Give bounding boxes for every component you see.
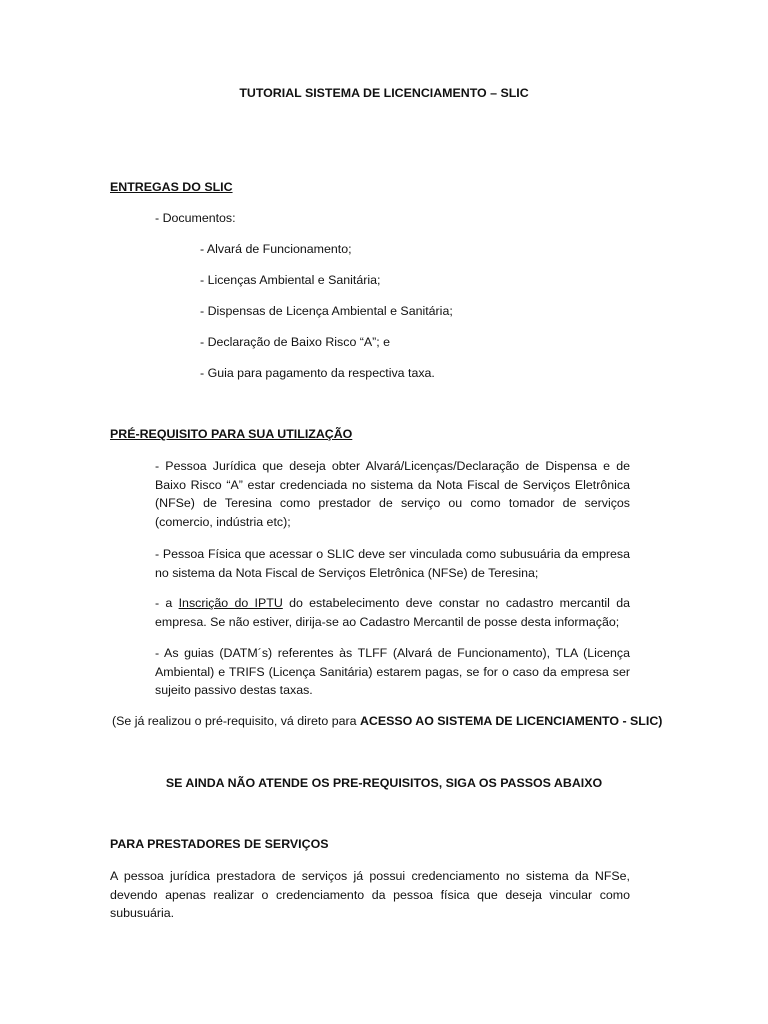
prestadores-heading: PARA PRESTADORES DE SERVIÇOS <box>110 837 329 851</box>
prestadores-text: A pessoa jurídica prestadora de serviços já possui credenciamento no sistema da NFSe, devendo apenas realizar o credenciamento da pessoa física que deseja vincular como subusuária. <box>110 869 630 921</box>
note-prefix: (Se já realizou o pré-requisito, vá direto para <box>112 714 360 728</box>
prerequisito-item <box>155 594 630 631</box>
document-title: TUTORIAL SISTEMA DE LICENCIAMENTO – SLIC <box>239 86 529 100</box>
documentos-label: - Documentos: <box>155 211 236 225</box>
prerequisito-item: - As guias (DATM´s) referentes às TLFF (Alvará de Funcionamento), TLA (Licença Ambiental) e TRIFS (Licença Sanitária) estarem pagas, se for o caso da empresa ser sujeito passivo destas taxas. <box>155 646 630 698</box>
prerequisito-item: - Pessoa Jurídica que deseja obter Alvará/Licenças/Declaração de Dispensa e de Baixo Risco “A” estar credenciada no sistema da Nota Fiscal de Serviços Eletrônica (NFSe) de Teresina como prestador de serviço ou como tomador de serviços (comercio, indústria etc); <box>155 459 630 529</box>
entregas-heading: ENTREGAS DO SLIC <box>110 180 233 194</box>
list-item: - Alvará de Funcionamento; <box>200 242 352 256</box>
list-item: - Guia para pagamento da respectiva taxa. <box>200 366 435 380</box>
siga-heading: SE AINDA NÃO ATENDE OS PRE-REQUISITOS, SIGA OS PASSOS ABAIXO <box>165 776 603 790</box>
list-item: - Declaração de Baixo Risco “A”; e <box>200 335 391 349</box>
iptu-link-text: Inscrição do IPTU <box>178 596 283 610</box>
prerequisito-note <box>112 714 662 728</box>
list-item: - Dispensas de Licença Ambiental e Sanitária; <box>200 304 453 318</box>
prerequisito-item: - Pessoa Física que acessar o SLIC deve ser vinculada como subusuária da empresa no sistema da Nota Fiscal de Serviços Eletrônica (NFSe) de Teresina; <box>155 547 630 580</box>
p3-suffix: do estabelecimento deve constar no cadastro mercantil da empresa. Se não estiver, dirija-se ao Cadastro Mercantil de posse desta informação; <box>155 596 630 629</box>
list-item: - Licenças Ambiental e Sanitária; <box>200 273 381 287</box>
prerequisito-heading: PRÉ-REQUISITO PARA SUA UTILIZAÇÃO <box>110 427 353 441</box>
p3-prefix: - a <box>155 596 179 610</box>
note-bold: ACESSO AO SISTEMA DE LICENCIAMENTO - SLIC) <box>359 714 663 728</box>
